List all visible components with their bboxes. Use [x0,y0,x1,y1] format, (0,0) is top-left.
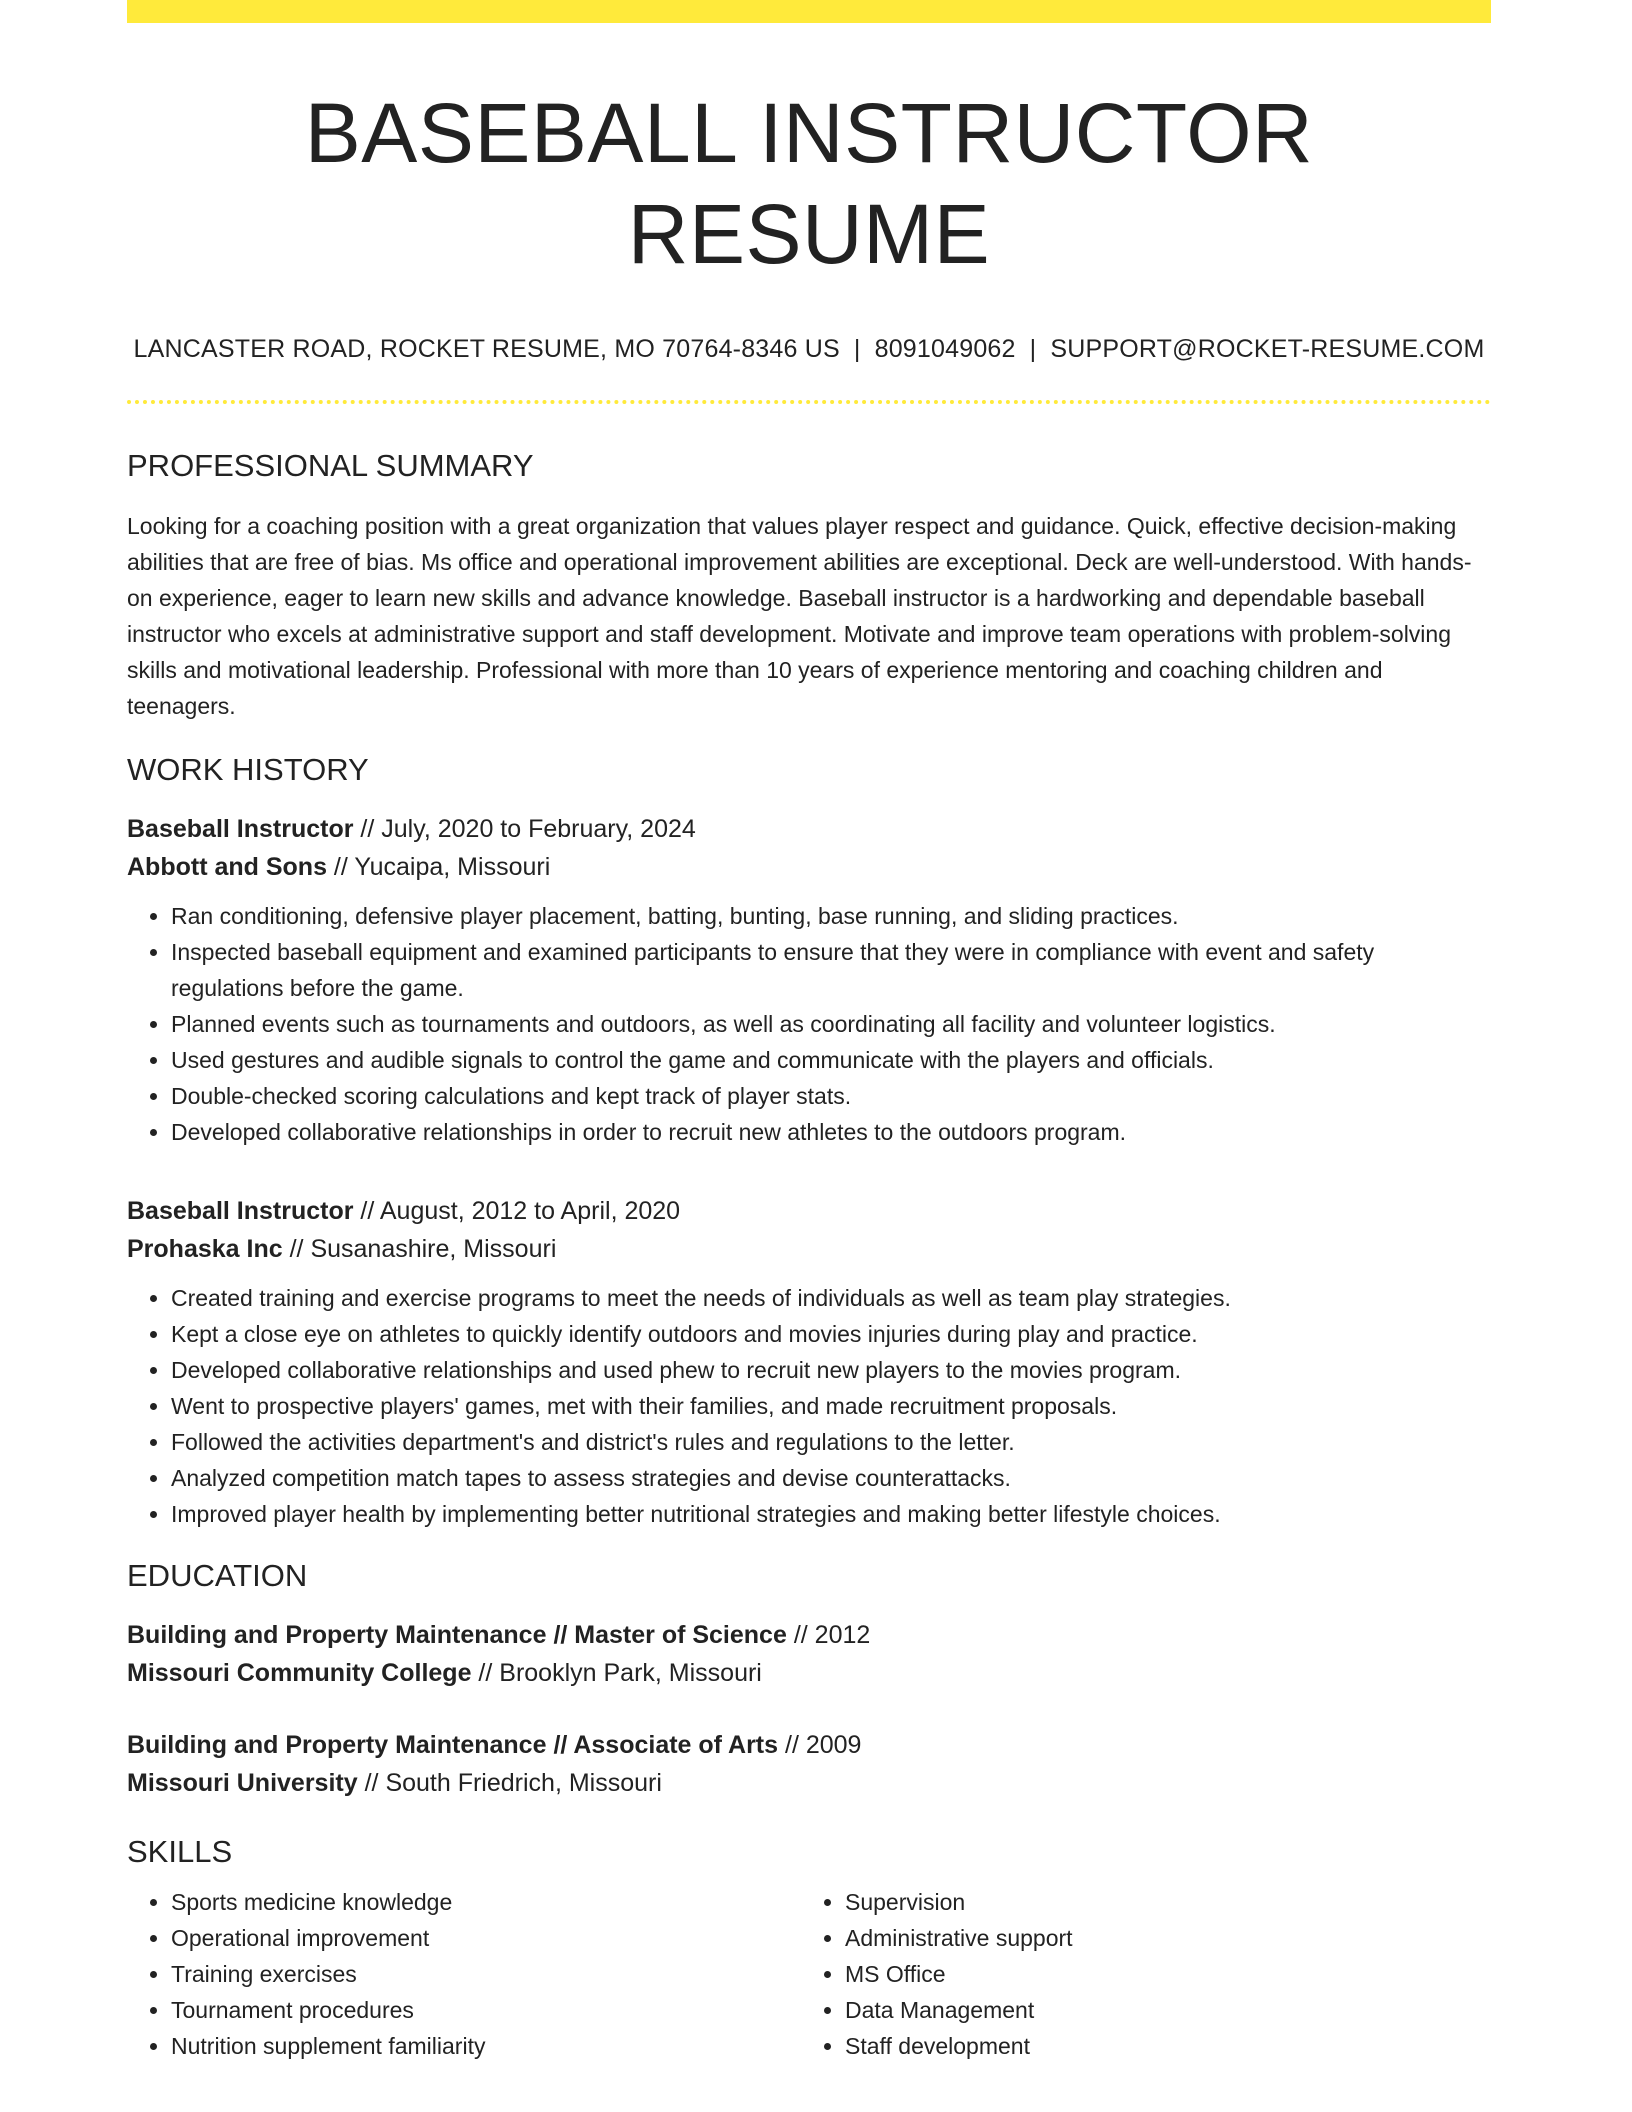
contact-separator: | [1029,334,1037,363]
job-role-line [127,1192,1491,1230]
education-school-line [127,1764,1491,1802]
section-title-skills: SKILLS [127,1833,233,1869]
job-company: Prohaska Inc [127,1234,283,1263]
contact-email: SUPPORT@ROCKET-RESUME.COM [1050,334,1485,363]
job-bullet: • Inspected baseball equipment and examined participants to ensure that they were in compliance with event and safety regulations before the game. [171,934,1491,1006]
contact-address: LANCASTER ROAD, ROCKET RESUME, MO 70764-8346 US [133,334,840,363]
job-bullet: • Ran conditioning, defensive player placement, batting, bunting, base running, and sliding practices. [171,898,1491,934]
divider: // [786,1620,815,1649]
section-title-education: EDUCATION [127,1557,308,1593]
job-bullet: • Developed collaborative relationships and used phew to recruit new players to the movies program. [171,1352,1491,1388]
job-entry [127,1192,1491,1532]
job-location: Yucaipa, Missouri [354,852,551,881]
job-company-line [127,1230,1491,1268]
education-school: Missouri Community College [127,1658,472,1687]
job-bullet: • Kept a close eye on athletes to quickly identify outdoors and movies injuries during play and practice. [171,1316,1491,1352]
job-bullets [127,898,1491,1150]
skill-item: • Staff development [845,2028,1475,2064]
job-company: Abbott and Sons [127,852,327,881]
job-role-line [127,810,1491,848]
contact-line [127,335,1491,364]
section-title-summary: PROFESSIONAL SUMMARY [127,447,534,483]
job-bullets [127,1280,1491,1532]
skill-item: • Tournament procedures [171,1992,801,2028]
skill-item: • MS Office [845,1956,1475,1992]
job-bullet: • Created training and exercise programs to meet the needs of individuals as well as team play strategies. [171,1280,1491,1316]
contact-separator: | [853,334,861,363]
job-bullet: • Planned events such as tournaments and outdoors, as well as coordinating all facility and volunteer logistics. [171,1006,1491,1042]
education-degree-line [127,1616,1491,1654]
divider: // [357,1768,386,1797]
job-bullet: • Developed collaborative relationships in order to recruit new athletes to the outdoors program. [171,1114,1491,1150]
section-title-work-history: WORK HISTORY [127,751,369,787]
skills-list-left [127,1884,801,2064]
skill-item: • Training exercises [171,1956,801,1992]
job-role: Baseball Instructor [127,814,354,843]
skill-item: • Data Management [845,1992,1475,2028]
job-role: Baseball Instructor [127,1196,354,1225]
divider: // [778,1730,806,1759]
job-company-line [127,848,1491,886]
skill-item: • Nutrition supplement familiarity [171,2028,801,2064]
divider: // [353,814,382,843]
skill-item: • Supervision [845,1884,1475,1920]
job-dates: July, 2020 to February, 2024 [381,814,696,843]
contact-phone: 8091049062 [874,334,1016,363]
education-year: 2012 [814,1620,871,1649]
divider: // [471,1658,500,1687]
skills-list-right [801,1884,1475,2064]
summary-paragraph: Looking for a coaching position with a great organization that values player respect and guidance. Quick, effective decision-making abilities that are free of bias. Ms office and operational improvement abilities are exceptional. Deck are well-understood. With hands-on experience, eager to learn new skills and advance knowledge. Baseball instructor is a hardworking and dependable baseball instructor who excels at administrative support and staff development. Motivate and improve team operations with problem-solving skills and motivational leadership. Professional with more than 10 years of experience mentoring and coaching children and teenagers. [127,512,1472,719]
skill-item: • Administrative support [845,1920,1475,1956]
education-entry [127,1616,1491,1692]
job-bullet: • Went to prospective players' games, met with their families, and made recruitment proposals. [171,1388,1491,1424]
education-degree: Building and Property Maintenance // Associate of Arts [127,1730,779,1759]
job-bullet: • Double-checked scoring calculations and kept track of player stats. [171,1078,1491,1114]
education-year: 2009 [805,1730,862,1759]
job-bullet: • Followed the activities department's and district's rules and regulations to the letter. [171,1424,1491,1460]
education-entry [127,1726,1491,1802]
job-bullet: • Improved player health by implementing better nutritional strategies and making better lifestyle choices. [171,1496,1491,1532]
skill-item: • Sports medicine knowledge [171,1884,801,1920]
job-bullet: • Used gestures and audible signals to control the game and communicate with the players and officials. [171,1042,1491,1078]
education-location: Brooklyn Park, Missouri [499,1658,762,1687]
job-dates: August, 2012 to April, 2020 [379,1196,681,1225]
accent-top-bar [127,0,1491,23]
education-degree: Building and Property Maintenance // Master of Science [127,1620,787,1649]
divider: // [282,1234,311,1263]
resume-title: BASEBALL INSTRUCTOR RESUME [304,86,1314,281]
resume-page [127,0,1491,2064]
education-degree-line [127,1726,1491,1764]
education-location: South Friedrich, Missouri [385,1768,662,1797]
job-bullet: • Analyzed competition match tapes to assess strategies and devise counterattacks. [171,1460,1491,1496]
education-school: Missouri University [127,1768,358,1797]
education-school-line [127,1654,1491,1692]
divider: // [353,1196,380,1225]
divider: // [326,852,355,881]
job-location: Susanashire, Missouri [310,1234,557,1263]
skill-item: • Operational improvement [171,1920,801,1956]
job-entry [127,810,1491,1150]
skills-columns [127,1884,1491,2064]
dotted-divider [127,400,1491,404]
